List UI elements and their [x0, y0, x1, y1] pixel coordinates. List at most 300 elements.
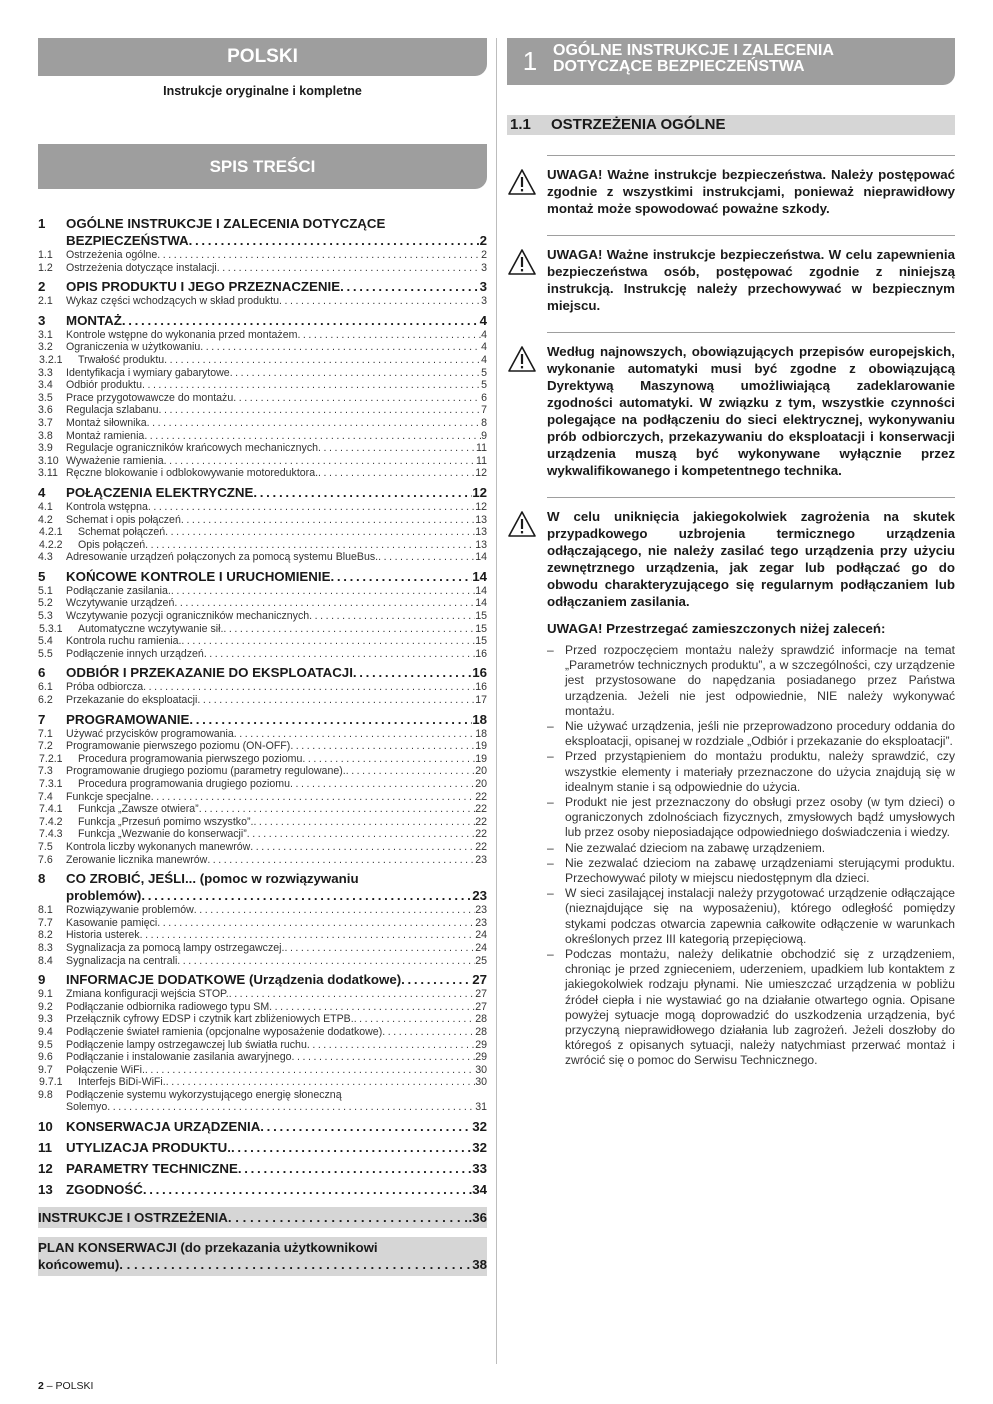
toc-subsection[interactable] [38, 1026, 487, 1039]
toc-subsection-number: 6.1 [38, 681, 53, 694]
toc-bar-instructions[interactable] [38, 1207, 487, 1228]
toc-subsection-number: 9.6 [38, 1051, 53, 1064]
toc-chapter-number: 1 [38, 216, 46, 231]
right-column [507, 38, 955, 1069]
toc-subsection-title: Regulacje ograniczników krańcowych mechanicznych [66, 442, 319, 455]
toc-subsection[interactable] [38, 828, 487, 841]
toc-subsection-title: Trwałość produktu [78, 353, 165, 366]
warning-block [507, 508, 955, 610]
toc-subsection[interactable] [38, 623, 487, 636]
toc-subsection-number: 7.4 [38, 790, 53, 803]
column-divider [496, 38, 497, 1364]
toc-subsection[interactable] [38, 955, 487, 968]
toc-chapter[interactable] [38, 568, 487, 585]
language-banner: POLSKI [38, 38, 487, 76]
bullet-item: – Przed rozpoczęciem montażu należy sprawdzić informacje na temat „Parametrów technicznych produktu”, a w szczególności, czy urządzenie jest przystosowane do napędzania posiadanego przez Państwa urządzenia. Jeżeli nie jest odpowiednie, NIE należy wykonywać montażu. [547, 643, 955, 718]
chapter-title: OGÓLNE INSTRUKCJE I ZALECENIA DOTYCZĄCE BEZPIECZEŃSTWA [553, 42, 834, 75]
toc-subsection-number: 8.4 [38, 954, 53, 967]
toc-chapter-number: 5 [38, 568, 46, 584]
toc-subsection[interactable] [38, 404, 487, 417]
toc-subsection[interactable] [38, 249, 487, 262]
bullet-text: W sieci zasilającej instalacji należy przygotować urządzenie odłączające (nieznajdujące się na wyposażeniu), którego odległość pomiędzy stykami podczas otwarcia zapewnia całkowite odłączenie w warunkach określonych przez III kategorią przepięciową. [565, 886, 955, 946]
toc-subsection[interactable] [38, 597, 487, 610]
toc-subsection-page: 14 [475, 551, 487, 564]
subtitle: Instrukcje oryginalne i kompletne [163, 84, 362, 98]
toc-chapter-title: ODBIÓR I PRZEKAZANIE DO EKSPLOATACJI [66, 665, 353, 681]
toc-subsection-title: Ostrzeżenia dotyczące instalacji [66, 261, 217, 274]
toc-subsection[interactable] [38, 803, 487, 816]
toc-subsection[interactable] [38, 1039, 487, 1052]
toc-subsection-page: 19 [475, 740, 487, 753]
toc-subsection-number: 8.1 [38, 904, 53, 917]
toc-subsection[interactable] [38, 526, 487, 539]
bullet-text: Nie używać urządzenia, jeśli nie przeprowadzono procedury oddania do eksploatacji, opisanej w rozdziale „Odbiór i przekazanie do eksploatacji”. [565, 719, 955, 749]
toc-chapter-number: 11 [38, 1140, 53, 1156]
toc-subsection-title: Ostrzeżenia ogólne [66, 249, 158, 261]
toc-subsection-title: Wczytywanie urządzeń [66, 597, 175, 610]
toc-chapter-page: 32 [472, 1119, 487, 1135]
toc-subsection-page: 9 [481, 429, 487, 442]
toc-subsection-page: 25 [475, 954, 487, 967]
toc-title: SPIS TREŚCI [38, 144, 487, 189]
toc-subsection-number: 3.10 [38, 454, 59, 467]
toc-chapter[interactable] [38, 484, 487, 501]
bullet-text: Nie zezwalać dzieciom na zabawę urządzeniami sterującymi produktu. Przechowywać piloty w miejscu niedostępnym dla dzieci. [565, 855, 955, 886]
toc-chapter-title-cont: BEZPIECZEŃSTWA [66, 233, 189, 248]
toc-chapter-title: PARAMETRY TECHNICZNE [66, 1161, 238, 1177]
toc-subsection-page: 18 [475, 727, 487, 740]
toc-subsection[interactable] [38, 585, 487, 598]
toc-subsection-number: 9.8 [38, 1088, 53, 1101]
toc-chapter-page: 3 [479, 279, 487, 295]
toc-subsection[interactable] [38, 539, 487, 552]
warning-block [507, 166, 955, 217]
toc-bar-maintenance-plan[interactable] [38, 1237, 487, 1276]
toc-subsection-page: 28 [475, 1013, 487, 1026]
toc-subsection-title: Kontrola liczby wykonanych manewrów [66, 840, 251, 853]
table-of-contents [38, 215, 487, 1198]
toc-subsection-title: Ręczne blokowanie i odblokowywanie motoreduktora. [66, 467, 319, 480]
toc-subsection-page: 7 [481, 404, 487, 417]
toc-subsection[interactable] [38, 1064, 487, 1077]
toc-subsection-title: Schemat i opis połączeń [66, 513, 181, 526]
warning-text: W celu uniknięcia jakiegokolwiek zagrożenia na skutek przypadkowego uzbrojenia termicznego urządzenia odłączającego, nie należy zasilać tego urządzenia przy użyciu zewnętrznego urządzenia, jak zegar lub podłączać go do obwodu charakteryzującego się regularnym podłączaniem lub odłączaniem zasilania. [547, 509, 955, 609]
warning-block [507, 343, 955, 479]
toc-subsection-page: 15 [475, 622, 487, 635]
toc-chapter-title: OPIS PRODUKTU I JEGO PRZEZNACZENIE [66, 279, 341, 295]
toc-chapter-page: 14 [472, 568, 487, 584]
toc-subsection-page: 23 [475, 853, 487, 866]
toc-subsection-number: 9.5 [38, 1038, 53, 1051]
toc-chapter-number: 12 [38, 1161, 53, 1177]
bullet-list [547, 643, 955, 1069]
toc-subsection-title: Adresowanie urządzeń połączonych za pomocą systemu BlueBus. [66, 551, 379, 564]
toc-subsection-title-cont: Solemyo [66, 1101, 108, 1114]
toc-subsection[interactable] [38, 648, 487, 661]
toc-subsection-number: 5.3.1 [39, 622, 63, 635]
toc-subsection-title: Wyważenie ramienia [66, 454, 164, 467]
toc-subsection-number: 6.2 [38, 694, 53, 707]
toc-subsection-page: 15 [475, 610, 487, 623]
toc-subsection-page: 3 [481, 295, 487, 308]
toc-subsection-number: 3.2 [38, 341, 53, 354]
toc-subsection-number: 4.2.2 [39, 538, 63, 551]
bullet-item: – Produkt nie jest przeznaczony do obsługi przez osoby (w tym dzieci) o ograniczonych zdolnościach fizycznych, zmysłowych bądź umysłowych lub przez osoby nieposiadające odpowiedniego doświadczenia i wiedzy. [547, 795, 955, 840]
toc-subsection-title: Interfejs BiDi-WiFi. [78, 1076, 166, 1089]
toc-subsection-page: 27 [475, 988, 487, 1001]
toc-subsection-page: 11 [476, 454, 487, 467]
warning-triangle-icon [507, 246, 547, 314]
toc-subsection[interactable] [38, 917, 487, 930]
chapter-number: 1 [522, 46, 538, 76]
toc-subsection[interactable] [38, 1051, 487, 1064]
toc-subsection-number: 8.3 [38, 941, 53, 954]
toc-subsection[interactable] [38, 791, 487, 804]
toc-subsection-page: 23 [475, 904, 487, 917]
toc-subsection[interactable] [38, 694, 487, 707]
toc-subsection[interactable] [38, 740, 487, 753]
toc-subsection-title: Funkcja „Przesuń pomimo wszystko”. [78, 815, 254, 828]
toc-subsection-title: Sygnalizacja na centrali [66, 954, 178, 967]
toc-subsection[interactable] [38, 841, 487, 854]
toc-subsection-number: 4.2.1 [39, 526, 63, 539]
toc-chapter-number: 7 [38, 711, 46, 727]
toc-subsection-page: 4 [481, 353, 487, 366]
toc-subsection-page: 22 [475, 815, 487, 828]
toc-chapter-page: 2 [479, 233, 487, 248]
toc-chapter-title-cont: problemów) [66, 888, 142, 904]
toc-subsection-number: 1.1 [38, 249, 53, 261]
warning-triangle-icon [507, 166, 547, 217]
toc-subsection[interactable] [38, 610, 487, 623]
warning-separator [547, 332, 955, 333]
toc-subsection[interactable] [38, 367, 487, 380]
toc-subsection-number: 9.7.1 [39, 1076, 63, 1089]
toc-chapter[interactable] [38, 870, 487, 904]
bullet-text: Podczas montażu, należy delikatnie obchodzić się z urządzeniem, chroniąc je przed zgnieceniem, uderzeniem, upadkiem lub kontaktem z jakiegokolwiek rodzaju płynami. Nie umieszczać urządzenia w pobliżu źródeł ciepła i nie wystawiać go na działanie otwartego ognia. Opisane powyżej sytuacje mogą doprowadzić do uszkodzenia urządzenia, być przyczyną nieprawidłowego działania lub zagrożeń. Jeżeli doszłoby do któregoś z opisanych sytuacji, należy natychmiast przerwać montaż i zwrócić się o pomoc do Serwisu Technicznego. [565, 947, 955, 1068]
toc-chapter-number: 13 [38, 1182, 53, 1198]
toc-subsection-page: 5 [481, 366, 487, 379]
toc-chapter-title: MONTAŻ [66, 312, 122, 328]
toc-subsection-title: Podłączenie świateł ramienia (opcjonalne wyposażenie dodatkowe) [66, 1025, 383, 1038]
toc-subsection-title: Wykaz części wchodzących w skład produktu [66, 295, 280, 308]
toc-subsection-number: 4.1 [38, 500, 53, 513]
toc-chapter-number: 8 [38, 871, 46, 887]
toc-subsection-number: 2.1 [38, 295, 53, 308]
toc-subsection[interactable] [38, 551, 487, 564]
toc-subsection-number: 8.2 [38, 929, 53, 942]
toc-subsection-page: 14 [475, 597, 487, 610]
bullet-item: – Podczas montażu, należy delikatnie obchodzić się z urządzeniem, chroniąc je przed zgnieceniem, uderzeniem, upadkiem lub kontaktem z jakiegokolwiek rodzaju płynami. Nie umieszczać urządzenia w pobliżu źródeł ciepła i nie wystawiać go na działanie otwartego ognia. Opisane powyżej sytuacje mogą doprowadzić do uszkodzenia urządzenia, być przyczyną nieprawidłowego działania lub zagrożeń. Jeżeli doszłoby do któregoś z opisanych sytuacji, należy natychmiast przerwać montaż i zwrócić się o pomoc do Serwisu Technicznego. [547, 947, 955, 1068]
toc-subsection-number: 7.2.1 [39, 752, 63, 765]
toc-subsection[interactable] [38, 728, 487, 741]
toc-subsection-page: 16 [475, 681, 487, 694]
toc-subsection-number: 7.3.1 [39, 778, 63, 790]
toc-subsection[interactable] [38, 341, 487, 354]
toc-chapter-page: 23 [472, 888, 487, 904]
toc-subsection[interactable] [38, 681, 487, 694]
toc-chapter-title: KOŃCOWE KONTROLE I URUCHOMIENIE [66, 568, 331, 584]
bullet-item: – W sieci zasilającej instalacji należy przygotować urządzenie odłączające (nieznajdujące się na wyposażeniu), którego odległość pomiędzy stykami podczas otwarcia zapewnia całkowite odłączenie w warunkach określonych przez III kategorią przepięciową. [547, 886, 955, 946]
toc-chapter[interactable] [38, 1181, 487, 1198]
warning-triangle-icon [507, 508, 547, 610]
toc-subsection-number: 7.5 [38, 840, 53, 853]
toc-subsection-page: 17 [475, 694, 487, 707]
toc-subsection-page: 12 [475, 500, 487, 513]
toc-subsection[interactable] [38, 1001, 487, 1014]
toc-subsection-number: 7.6 [38, 853, 53, 866]
toc-subsection-number: 3.8 [38, 429, 53, 442]
toc-subsection-page: 13 [475, 513, 487, 526]
toc-subsection-title: Regulacja szlabanu [66, 404, 159, 417]
toc-subsection-title: Schemat połączeń [78, 526, 166, 539]
toc-bar-page: 38 [472, 1257, 487, 1273]
toc-subsection-page: 28 [475, 1025, 487, 1038]
toc-subsection-title: Odbiór produktu [66, 379, 142, 392]
toc-subsection-page: 6 [481, 391, 487, 404]
toc-subsection-page: 19 [475, 752, 487, 765]
toc-subsection-number: 9.2 [38, 1000, 53, 1013]
section-number: 1.1 [510, 116, 531, 133]
toc-subsection-title: Próba odbiorcza [66, 681, 144, 694]
toc-bar-title: INSTRUKCJE I OSTRZEŻENIA [38, 1210, 228, 1226]
toc-subsection-title: Przełącznik cyfrowy EDSP i czytnik kart zbliżeniowych ETPB. [66, 1013, 354, 1026]
toc-subsection-page: 4 [481, 328, 487, 341]
warning-text: Według najnowszych, obowiązujących przepisów europejskich, wykonanie automatyki musi być zgodne z obowiązującą Dyrektywą Maszynową umożliwiającą zadeklarowanie zgodności automatyki. W związku z tym, wszystkie czynności polegające na podłączeniu do sieci elektrycznej, wykonywaniu prób odbiorczych, przekazywaniu do eksploatacji i konserwacji urządzenia muszą być wykonywane wyłącznie przez wykwalifikowanego i kompetentnego technika. [547, 344, 955, 478]
toc-subsection-number: 7.2 [38, 740, 53, 753]
toc-subsection-number: 3.3 [38, 366, 53, 379]
toc-subsection-page: 24 [475, 929, 487, 942]
toc-subsection-title: Sygnalizacja za pomocą lampy ostrzegawczej. [66, 941, 285, 954]
toc-subsection[interactable] [38, 442, 487, 455]
toc-subsection[interactable] [38, 262, 487, 275]
toc-subsection-title: Używać przycisków programowania [66, 727, 234, 740]
toc-subsection-number: 4.2 [38, 513, 53, 526]
toc-chapter-title: KONSERWACJA URZĄDZENIA [66, 1119, 261, 1135]
toc-subsection-page: 30 [475, 1076, 487, 1089]
toc-subsection-number: 7.1 [38, 727, 53, 740]
toc-subsection-page: 22 [475, 828, 487, 841]
chapter-header [507, 38, 955, 85]
toc-subsection[interactable] [38, 467, 487, 480]
toc-chapter[interactable] [38, 1118, 487, 1135]
toc-subsection[interactable] [38, 295, 487, 308]
toc-chapter[interactable] [38, 1139, 487, 1156]
toc-subsection-page: 20 [475, 778, 487, 790]
toc-subsection[interactable] [38, 904, 487, 917]
toc-chapter-page: 33 [472, 1161, 487, 1177]
toc-subsection-title: Funkcja „Wezwanie do konserwacji” [78, 828, 247, 841]
warning-text: UWAGA! Ważne instrukcje bezpieczeństwa. Należy postępować zgodnie z wszystkimi instrukcjami, ponieważ nieprawidłowy montaż może spowodować poważne szkody. [547, 167, 955, 216]
toc-subsection-page: 8 [481, 416, 487, 429]
toc-subsection-title: Rozwiązywanie problemów [66, 904, 194, 917]
warning-separator [547, 155, 955, 156]
toc-subsection-cont[interactable] [38, 1101, 487, 1114]
toc-subsection-title: Procedura programowania drugiego poziomu [78, 778, 290, 790]
toc-subsection-title: Prace przygotowawcze do montażu [66, 391, 234, 404]
toc-subsection-page: 15 [475, 635, 487, 648]
toc-chapter[interactable] [38, 278, 487, 295]
footer-label: POLSKI [55, 1380, 94, 1392]
toc-subsection-number: 4.3 [38, 551, 53, 564]
toc-bar-title-cont: końcowemu) [38, 1257, 120, 1273]
toc-chapter-page: 16 [472, 665, 487, 681]
toc-chapter-number: 10 [38, 1119, 53, 1135]
bullet-text: Przed przystąpieniem do montażu produktu, należy sprawdzić, czy wszystkie elementy i materiały przeznaczone do użycia znajdują się w idealnym stanie i są odpowiednie do użycia. [565, 749, 955, 794]
toc-subsection-number: 5.5 [38, 647, 53, 660]
toc-subsection-title: Kasowanie pamięci [66, 916, 158, 929]
toc-chapter-page: 27 [472, 972, 487, 988]
toc-subsection-title: Zmiana konfiguracji wejścia STOP. [66, 988, 229, 1001]
toc-subsection-number: 7.4.2 [39, 815, 63, 828]
toc-subsection[interactable] [38, 778, 487, 791]
toc-subsection-number: 5.3 [38, 610, 53, 623]
toc-subsection-title: Funkcja „Zawsze otwiera” [78, 803, 199, 816]
toc-subsection-title: Historia usterek [66, 929, 140, 942]
toc-subsection-title: Ograniczenia w użytkowaniu [66, 341, 201, 354]
toc-subsection[interactable] [38, 1076, 487, 1089]
toc-subsection-title: Montaż siłownika [66, 416, 147, 429]
toc-chapter-number: 4 [38, 484, 46, 500]
toc-subsection[interactable] [38, 929, 487, 942]
toc-subsection-number: 7.7 [38, 916, 53, 929]
toc-chapter-page: 32 [472, 1140, 487, 1156]
toc-chapter[interactable] [38, 711, 487, 728]
toc-subsection-page: 23 [475, 916, 487, 929]
toc-subsection-page: 27 [475, 1000, 487, 1013]
toc-subsection-title: Podłączanie odbiornika radiowego typu SM [66, 1000, 270, 1013]
toc-subsection[interactable] [38, 988, 487, 1001]
toc-bar-title: PLAN KONSERWACJI (do przekazania użytkownikowi [38, 1240, 378, 1256]
toc-subsection-title: Opis połączeń [78, 538, 146, 551]
toc-bar-page: .36 [468, 1210, 487, 1226]
toc-subsection-title: Automatyczne wczytywanie sił. [78, 622, 224, 635]
toc-chapter-title: ZGODNOŚĆ [66, 1182, 143, 1198]
toc-subsection-title: Podłączanie i instalowanie zasilania awaryjnego [66, 1051, 292, 1064]
toc-chapter-title: POŁĄCZENIA ELEKTRYCZNE [66, 484, 254, 500]
toc-subsection[interactable] [38, 455, 487, 468]
toc-subsection-page: 22 [475, 790, 487, 803]
toc-subsection-title: Procedura programowania pierwszego poziomu [78, 752, 303, 765]
toc-subsection[interactable] [38, 392, 487, 405]
toc-subsection-title: Montaż ramienia [66, 429, 145, 442]
bullet-item: – Nie zezwalać dzieciom na zabawę urządzeniem. [547, 841, 955, 856]
toc-chapter[interactable] [38, 215, 487, 249]
toc-subsection[interactable] [38, 635, 487, 648]
toc-subsection-page: 29 [475, 1038, 487, 1051]
warning-triangle-icon [507, 343, 547, 479]
toc-chapter-title: OGÓLNE INSTRUKCJE I ZALECENIA DOTYCZĄCE [66, 216, 386, 231]
toc-subsection[interactable] [38, 514, 487, 527]
toc-subsection-number: 3.11 [38, 467, 58, 480]
left-column [38, 38, 487, 1276]
section-header [507, 115, 955, 135]
toc-subsection-page: 5 [481, 379, 487, 392]
toc-subsection[interactable] [38, 430, 487, 443]
toc-subsection-page: 29 [475, 1051, 487, 1064]
toc-subsection-number: 3.6 [38, 404, 53, 417]
toc-subsection-title: Połączenie WiFi. [66, 1063, 145, 1076]
toc-subsection-title: Identyfikacja i wymiary gabarytowe [66, 366, 230, 379]
toc-subsection[interactable] [38, 816, 487, 829]
toc-subsection-title: Zerowanie licznika manewrów [66, 853, 208, 866]
toc-subsection[interactable] [38, 765, 487, 778]
toc-subsection-number: 3.9 [38, 442, 53, 455]
toc-subsection[interactable] [38, 854, 487, 867]
toc-subsection-number: 9.7 [38, 1063, 53, 1076]
toc-subsection[interactable] [38, 501, 487, 514]
toc-subsection-page: 22 [475, 803, 487, 816]
warnings-list [507, 155, 955, 610]
toc-subsection[interactable] [38, 379, 487, 392]
toc-subsection[interactable] [38, 1013, 487, 1026]
toc-subsection-number: 3.7 [38, 416, 53, 429]
toc-subsection-page: 31 [475, 1101, 487, 1114]
toc-subsection-number: 9.3 [38, 1013, 53, 1026]
toc-subsection-page: 22 [475, 840, 487, 853]
toc-chapter[interactable] [38, 664, 487, 681]
toc-subsection[interactable] [38, 354, 487, 367]
toc-chapter-number: 3 [38, 312, 46, 328]
toc-chapter-title: CO ZROBIĆ, JEŚLI... (pomoc w rozwiązywaniu [66, 871, 359, 887]
toc-chapter-page: 12 [472, 484, 487, 500]
toc-subsection-page: 11 [476, 442, 487, 455]
toc-subsection-page: 3 [481, 261, 487, 274]
toc-subsection-title: Przekazanie do eksploatacji [66, 694, 198, 707]
bullet-item: – Przed przystąpieniem do montażu produktu, należy sprawdzić, czy wszystkie elementy i materiały przeznaczone do użycia znajdują się w idealnym stanie i są odpowiednie do użycia. [547, 749, 955, 794]
toc-subsection-title: Podłączenie systemu wykorzystującego energię słoneczną [66, 1088, 342, 1101]
toc-subsection-page: 20 [475, 765, 487, 778]
warning-separator [547, 235, 955, 236]
toc-subsection-number: 5.4 [38, 635, 53, 648]
toc-subsection-number: 3.1 [38, 328, 53, 341]
section-title: OSTRZEŻENIA OGÓLNE [551, 116, 726, 133]
page-number: 2 [38, 1380, 44, 1392]
toc-subsection-title: Programowanie pierwszego poziomu (ON-OFF) [66, 740, 291, 753]
toc-subsection-title: Funkcje specjalne [66, 790, 151, 803]
toc-subsection-title: Podłączenie lampy ostrzegawczej lub światła ruchu [66, 1038, 307, 1051]
toc-chapter[interactable] [38, 971, 487, 988]
toc-subsection-page: 2 [481, 249, 487, 261]
toc-subsection-number: 7.3 [38, 765, 53, 778]
toc-chapter-title: PROGRAMOWANIE [66, 711, 190, 727]
bullet-text: Przed rozpoczęciem montażu należy sprawdzić informacje na temat „Parametrów technicznych produktu”, a w szczególności, czy urządzenie jest przystosowane do napędzania posiadanego przez Państwa urządzenia. Jeżeli nie jest odpowiednie, NIE należy wykonywać montażu. [565, 643, 955, 718]
toc-chapter[interactable] [38, 312, 487, 329]
toc-chapter-page: 18 [472, 711, 487, 727]
toc-chapter[interactable] [38, 1160, 487, 1177]
toc-subsection[interactable] [38, 942, 487, 955]
toc-chapter-number: 2 [38, 279, 46, 295]
toc-chapter-title: INFORMACJE DODATKOWE (Urządzenia dodatkowe) [66, 972, 402, 988]
warning-separator [547, 497, 955, 498]
toc-subsection-title: Kontrola wstępna [66, 500, 148, 513]
toc-subsection-number: 9.1 [38, 988, 53, 1001]
toc-subsection-title: Podłączanie zasilania. [66, 584, 171, 597]
toc-subsection-title: Kontrola ruchu ramienia. [66, 635, 182, 648]
toc-subsection[interactable] [38, 1089, 487, 1102]
bullet-text: Nie zezwalać dzieciom na zabawę urządzeniem. [565, 840, 826, 855]
toc-subsection-title: Kontrole wstępne do wykonania przed montażem [66, 328, 298, 341]
toc-subsection-number: 9.4 [38, 1025, 53, 1038]
warning-block [507, 246, 955, 314]
toc-subsection[interactable] [38, 417, 487, 430]
warning-text: UWAGA! Ważne instrukcje bezpieczeństwa. W celu zapewnienia bezpieczeństwa osób, postępować zgodnie z niniejszą instrukcją. Instrukcję należy przechowywać w bezpiecznym miejscu. [547, 247, 955, 313]
toc-chapter-number: 6 [38, 665, 46, 681]
toc-subsection[interactable] [38, 329, 487, 342]
toc-chapter-number: 9 [38, 972, 46, 988]
toc-subsection[interactable] [38, 753, 487, 766]
note-heading: UWAGA! Przestrzegać zamieszczonych niżej zaleceń: [547, 621, 886, 636]
